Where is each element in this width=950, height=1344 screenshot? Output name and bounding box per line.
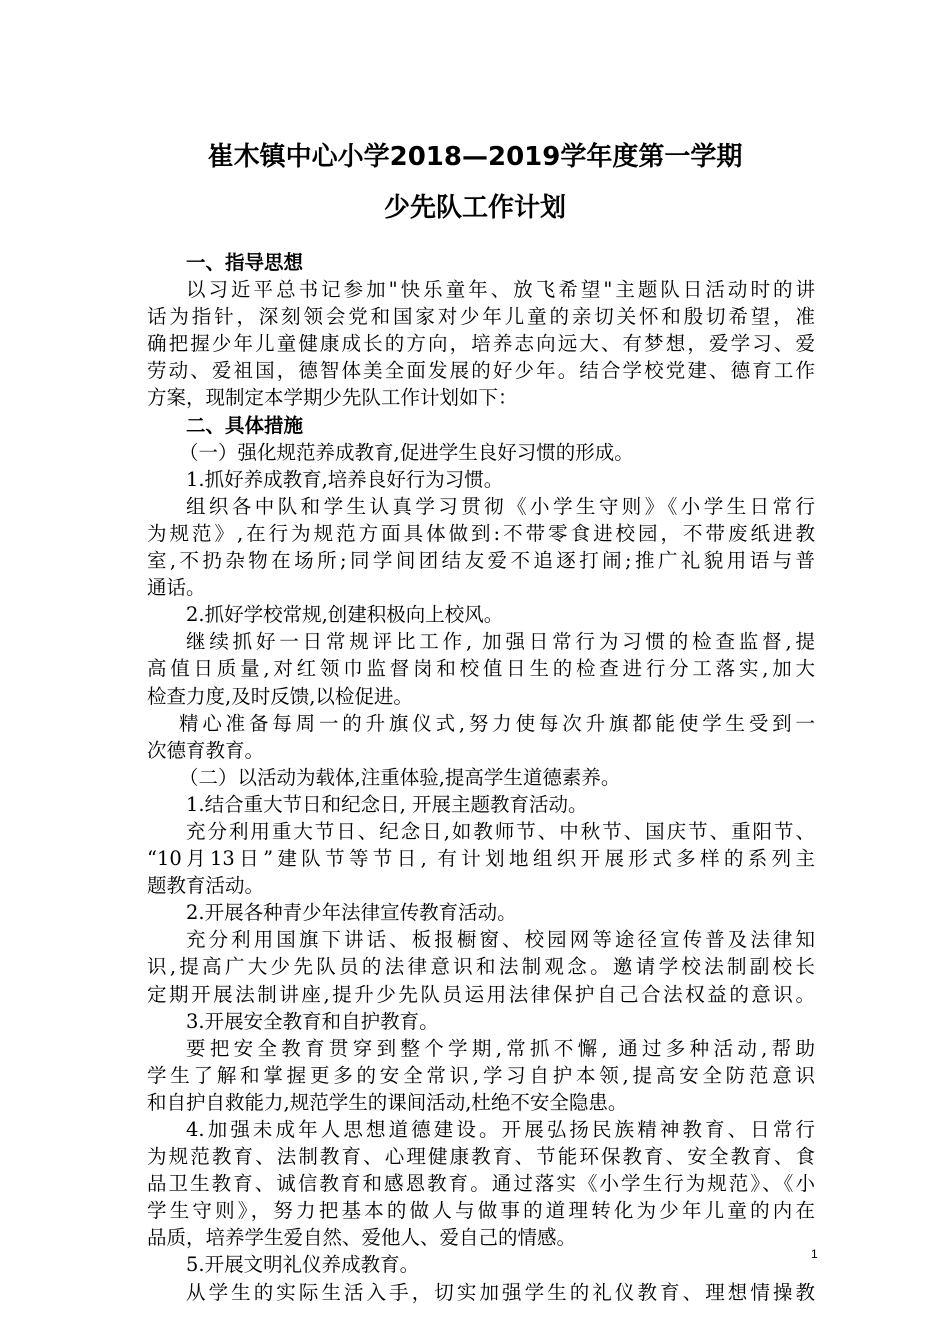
text-line: 2.开展各种青少年法律宣传教育活动。 [186,901,517,925]
text-line: 充分利用重大节日、纪念日,如教师节、中秋节、国庆节、重阳节、 [186,819,815,843]
text-line: 话为指针，深刻领会党和国家对少年儿童的亲切关怀和殷切希望，准 [147,305,815,329]
text-line: 1.结合重大节日和纪念日, 开展主题教育活动。 [186,792,588,816]
text-line: 充分利用国旗下讲话、板报橱窗、校园网等途径宣传普及法律知 [186,928,815,952]
text-line: （一）强化规范养成教育,促进学生良好习惯的形成。 [179,440,634,464]
text-line: “10月13日”建队节等节日, 有计划地组织开展形式多样的系列主 [147,847,815,871]
text-line: 继续抓好一日常规评比工作, 加强日常行为习惯的检查监督,提 [186,630,815,654]
text-line: 品卫生教育、诚信教育和感恩教育。通过落实《小学生行为规范》、《小 [147,1172,815,1196]
text-line: 要把安全教育贯穿到整个学期,常抓不懈, 通过多种活动,帮助 [186,1036,815,1060]
text-line: 和自护自救能力,规范学生的课间活动,杜绝不安全隐患。 [147,1090,628,1114]
text-line: 3.开展安全教育和自护教育。 [186,1009,439,1033]
text-line: 检查力度,及时反馈,以检促进。 [147,684,413,708]
text-line: 定期开展法制讲座,提升少先队员运用法律保护自己合法权益的意识。 [147,982,815,1006]
text-line: 题教育活动。 [147,874,265,898]
document-body [147,249,815,1306]
text-line: 品质，培养学生爱自然、爱他人、爱自己的情感。 [147,1226,577,1250]
text-line: 通话。 [147,576,206,600]
text-line: 学生了解和掌握更多的安全常识,学习自护本领,提高安全防范意识 [147,1063,815,1087]
text-line: 学生守则》，努力把基本的做人与做事的道理转化为少年儿童的内在 [147,1199,815,1223]
text-line: 二、具体措施 [186,413,304,437]
text-line: 高值日质量,对红领巾监督岗和校值日生的检查进行分工落实,加大 [147,657,815,681]
text-line: 一、指导思想 [186,251,304,274]
text-line: 从学生的实际生活入手，切实加强学生的礼仪教育、理想情操教 [186,1280,815,1304]
text-line: 1.抓好养成教育,培养良好行为习惯。 [186,467,504,491]
document-subtitle: 少先队工作计划 [383,193,566,223]
text-line: 室,不扔杂物在场所;同学间团结友爱不追逐打闹;推广礼貌用语与普 [147,549,815,573]
text-line: （二）以活动为载体,注重体验,提高学生道德素养。 [179,765,621,789]
text-line: 2.抓好学校常规,创建积极向上校风。 [186,603,504,627]
text-line: 以习近平总书记参加"快乐童年、放飞希望"主题队日活动时的讲 [186,278,815,302]
text-line: 方案，现制定本学期少先队工作计划如下： [147,386,518,410]
text-line: 劳动、爱祖国，德智体美全面发展的好少年。结合学校党建、德育工作 [147,359,815,383]
text-line: 5.开展文明礼仪养成教育。 [186,1253,420,1277]
text-line: 确把握少年儿童健康成长的方向，培养志向远大、有梦想，爱学习、爱 [147,332,815,356]
document-title: 崔木镇中心小学2018—2019学年度第一学期 [207,142,743,172]
text-line: 组织各中队和学生认真学习贯彻《小学生守则》《小学生日常行 [186,494,815,518]
page-number: 1 [811,1247,818,1261]
text-line: 识,提高广大少先队员的法律意识和法制观念。邀请学校法制副校长 [147,955,815,979]
text-line: 次德育教育。 [147,738,265,762]
text-line: 为规范教育、法制教育、心理健康教育、节能环保教育、安全教育、食 [147,1145,815,1169]
text-line: 4.加强未成年人思想道德建设。开展弘扬民族精神教育、日常行 [186,1118,815,1141]
text-line: 为规范》,在行为规范方面具体做到:不带零食进校园，不带废纸进教 [147,521,815,545]
text-line: 精心准备每周一的升旗仪式,努力使每次升旗都能使学生受到一 [179,711,815,735]
